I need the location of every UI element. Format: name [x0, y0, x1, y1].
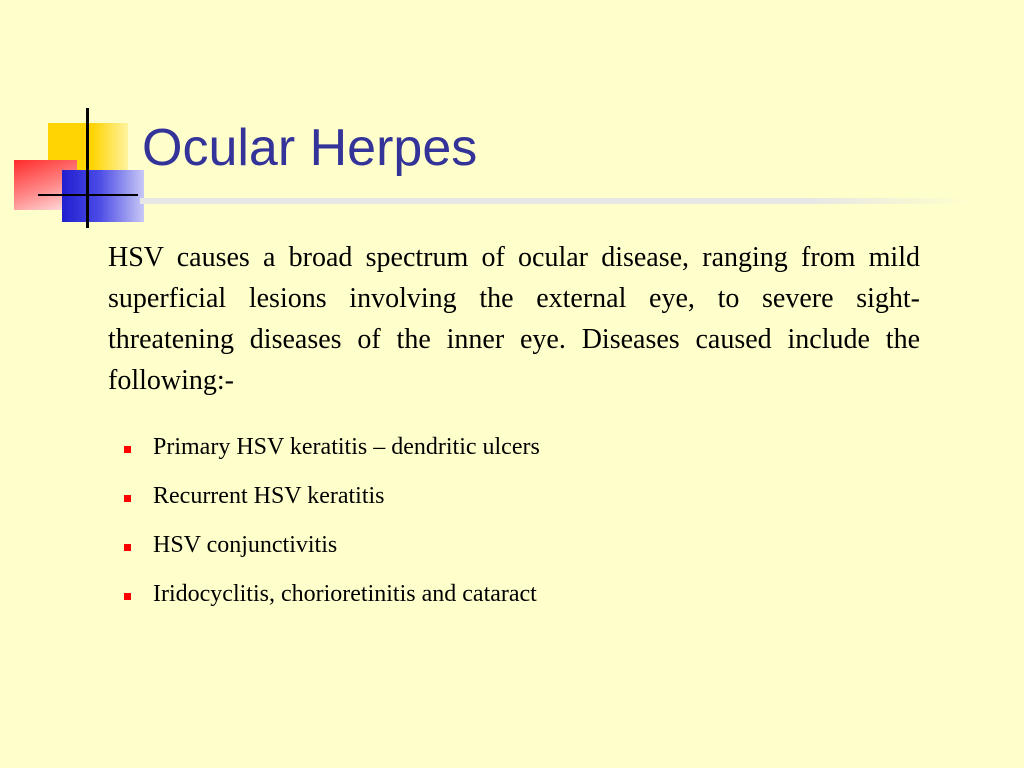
list-item — [122, 577, 922, 626]
corner-ornament — [0, 0, 150, 230]
list-item — [122, 479, 922, 528]
square-bullet-icon — [124, 544, 131, 551]
bullet-list — [122, 430, 922, 626]
list-item — [122, 528, 922, 577]
list-item — [122, 430, 922, 479]
intro-paragraph: HSV causes a broad spectrum of ocular disease, ranging from mild superficial lesions involving the external eye, to severe sight-threatening diseases of the inner eye. Diseases caused include the following:- — [108, 242, 920, 396]
title-underline — [140, 198, 972, 204]
blue-square-decoration — [62, 170, 144, 222]
vertical-line-decoration — [86, 108, 89, 228]
bullet-text: Primary HSV keratitis – dendritic ulcers — [153, 434, 540, 460]
square-bullet-icon — [124, 495, 131, 502]
horizontal-line-decoration — [38, 194, 138, 196]
slide-title: Ocular Herpes — [142, 119, 478, 177]
bullet-text: Recurrent HSV keratitis — [153, 483, 385, 509]
bullet-text: Iridocyclitis, chorioretinitis and cataract — [153, 581, 537, 607]
square-bullet-icon — [124, 593, 131, 600]
bullet-text: HSV conjunctivitis — [153, 532, 338, 558]
square-bullet-icon — [124, 446, 131, 453]
